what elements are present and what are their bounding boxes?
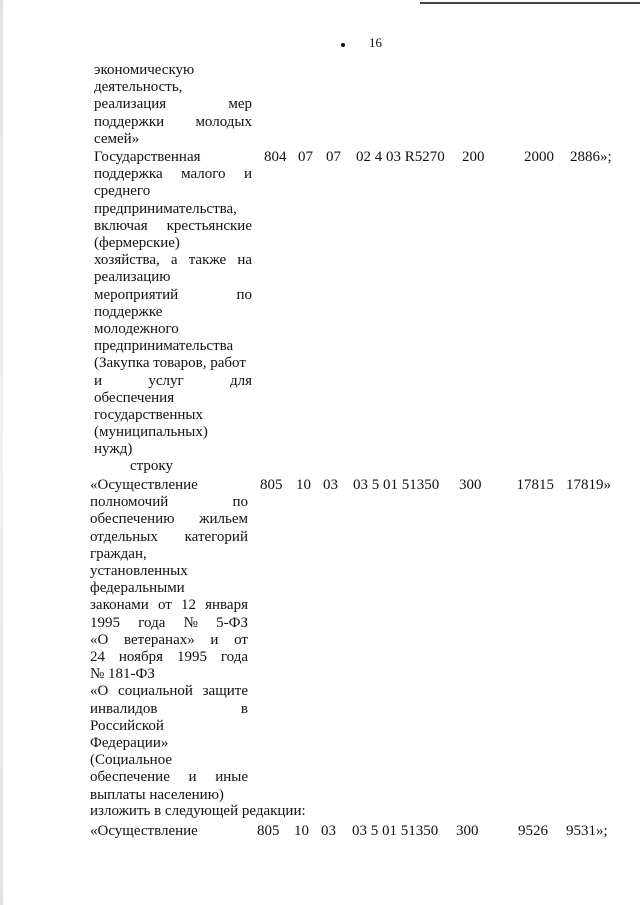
amount-year2: 9531»; [566,823,608,839]
description-line: государственных [94,407,203,423]
description-line: установленных [90,563,188,579]
description-line: нужд) [94,441,133,458]
description-line: деятельность, [94,79,183,96]
description-word: ветеранах» [124,631,195,648]
description-word: и [188,769,197,786]
description-line: (Закупка товаров, работ [94,355,246,372]
section-code: 10 [294,823,309,839]
target-article: 03 5 01 51350 [353,477,440,493]
description-word: мер [228,96,252,113]
description-word: включая [94,217,148,234]
description-line: семей» [94,130,140,147]
expense-type: 300 [456,823,479,839]
description-word: обеспечению [90,511,175,528]
description-line [90,529,248,546]
description-line: Российской [90,717,164,734]
section-code: 10 [296,477,311,493]
description-word: 1995 [90,614,120,631]
scan-edge [0,0,3,905]
description-word: и [94,372,103,389]
description-word: года [220,649,248,665]
description-word: молодых [195,113,252,130]
subsection-code: 07 [326,149,341,165]
description-line [90,683,248,700]
description-line [90,597,248,614]
description-word: поддержки [94,113,165,130]
description-word: 12 [180,597,196,614]
description-word: 5-ФЗ [216,614,248,631]
description-word: 1995 [176,649,207,665]
description-line [90,649,248,666]
description-word: крестьянские [166,217,252,234]
description-line: федеральными [90,580,185,597]
description-line: (муниципальных) [94,424,208,441]
description-line: Государственная [94,149,201,165]
description-word: 24 [90,649,105,665]
description-line: предпринимательства, [94,200,237,217]
description-word: малого [181,166,226,183]
description-word: января [205,597,248,614]
description-line [94,373,252,390]
description-line: (Социальное [90,752,173,769]
ministry-code: 804 [264,149,287,165]
description-word: от [234,631,248,648]
description-line: «Осуществление [90,477,198,493]
description-line: экономическую [94,62,195,78]
amount-year1: 2000 [524,149,554,165]
description-word: инвалидов [90,700,158,717]
description-line: Федерации» [90,735,169,751]
description-word: хозяйства, [94,252,160,269]
description-word: обеспечение [90,769,170,786]
description-line [90,769,248,786]
description-line: среднего [94,183,151,200]
description-word: «О [90,683,109,700]
target-article: 02 4 03 R5270 [356,149,445,165]
row-description: «Осуществление [90,823,198,839]
description-word: по [236,286,252,303]
description-line: поддержке [94,303,163,320]
description-word: и [210,631,219,648]
scan-dot [341,43,345,47]
amount-year1: 17815 [516,477,554,493]
description-line: молодежного [94,321,179,337]
description-word: а [170,252,178,269]
description-word: полномочий [90,494,169,511]
description-word: социальной [118,683,193,700]
description-word: защите [202,683,248,700]
amount-year1: 9526 [518,823,548,839]
description-word: от [157,597,172,614]
description-line: выплаты населению) [90,786,224,803]
description-word: № [183,614,198,631]
description-line [94,96,252,113]
amount-year2: 17819» [566,477,611,493]
description-line: № 181-ФЗ [90,666,155,683]
description-line [90,511,248,528]
description-word: услуг [148,372,184,389]
section-code: 07 [298,149,313,165]
description-line [90,494,248,511]
description-line: обеспечения [94,389,175,406]
description-word: также [188,252,227,269]
description-line [94,287,252,304]
amount-year2: 2886»; [570,149,612,165]
description-line [94,218,252,235]
page-number: 16 [369,35,382,50]
description-word: жильем [199,511,248,528]
description-word: отдельных [90,528,158,545]
description-line: реализацию [94,269,171,286]
description-word: по [232,494,248,511]
description-line [90,701,248,718]
subsection-code: 03 [323,477,338,493]
description-line [90,615,248,632]
expense-type: 300 [459,477,482,493]
description-line [94,114,252,131]
description-line [94,252,252,269]
description-line: предпринимательства [94,338,234,355]
description-line: граждан, [90,545,147,562]
description-word: реализация [94,96,167,113]
description-word: для [229,372,252,389]
description-word: мероприятий [94,286,179,303]
ministry-code: 805 [257,823,280,839]
ministry-code: 805 [260,477,283,493]
description-word: ноября [118,649,164,665]
description-word: года [138,614,166,631]
description-line [90,632,248,649]
expense-type: 200 [462,149,485,165]
description-word: в [240,700,248,717]
scan-border-line [420,2,640,4]
description-word: законами [90,597,149,614]
description-word: поддержка [94,166,163,183]
instruction-new-wording: изложить в следующей редакции: [90,803,306,819]
description-line [94,166,252,183]
description-word: иные [215,769,248,786]
target-article: 03 5 01 51350 [352,823,439,839]
description-word: категорий [184,528,248,545]
description-line: (фермерские) [94,235,180,251]
description-word: и [243,166,252,183]
instruction-row: строку [130,458,173,474]
description-word: на [237,252,252,269]
subsection-code: 03 [321,823,336,839]
description-word: «О [90,631,109,648]
